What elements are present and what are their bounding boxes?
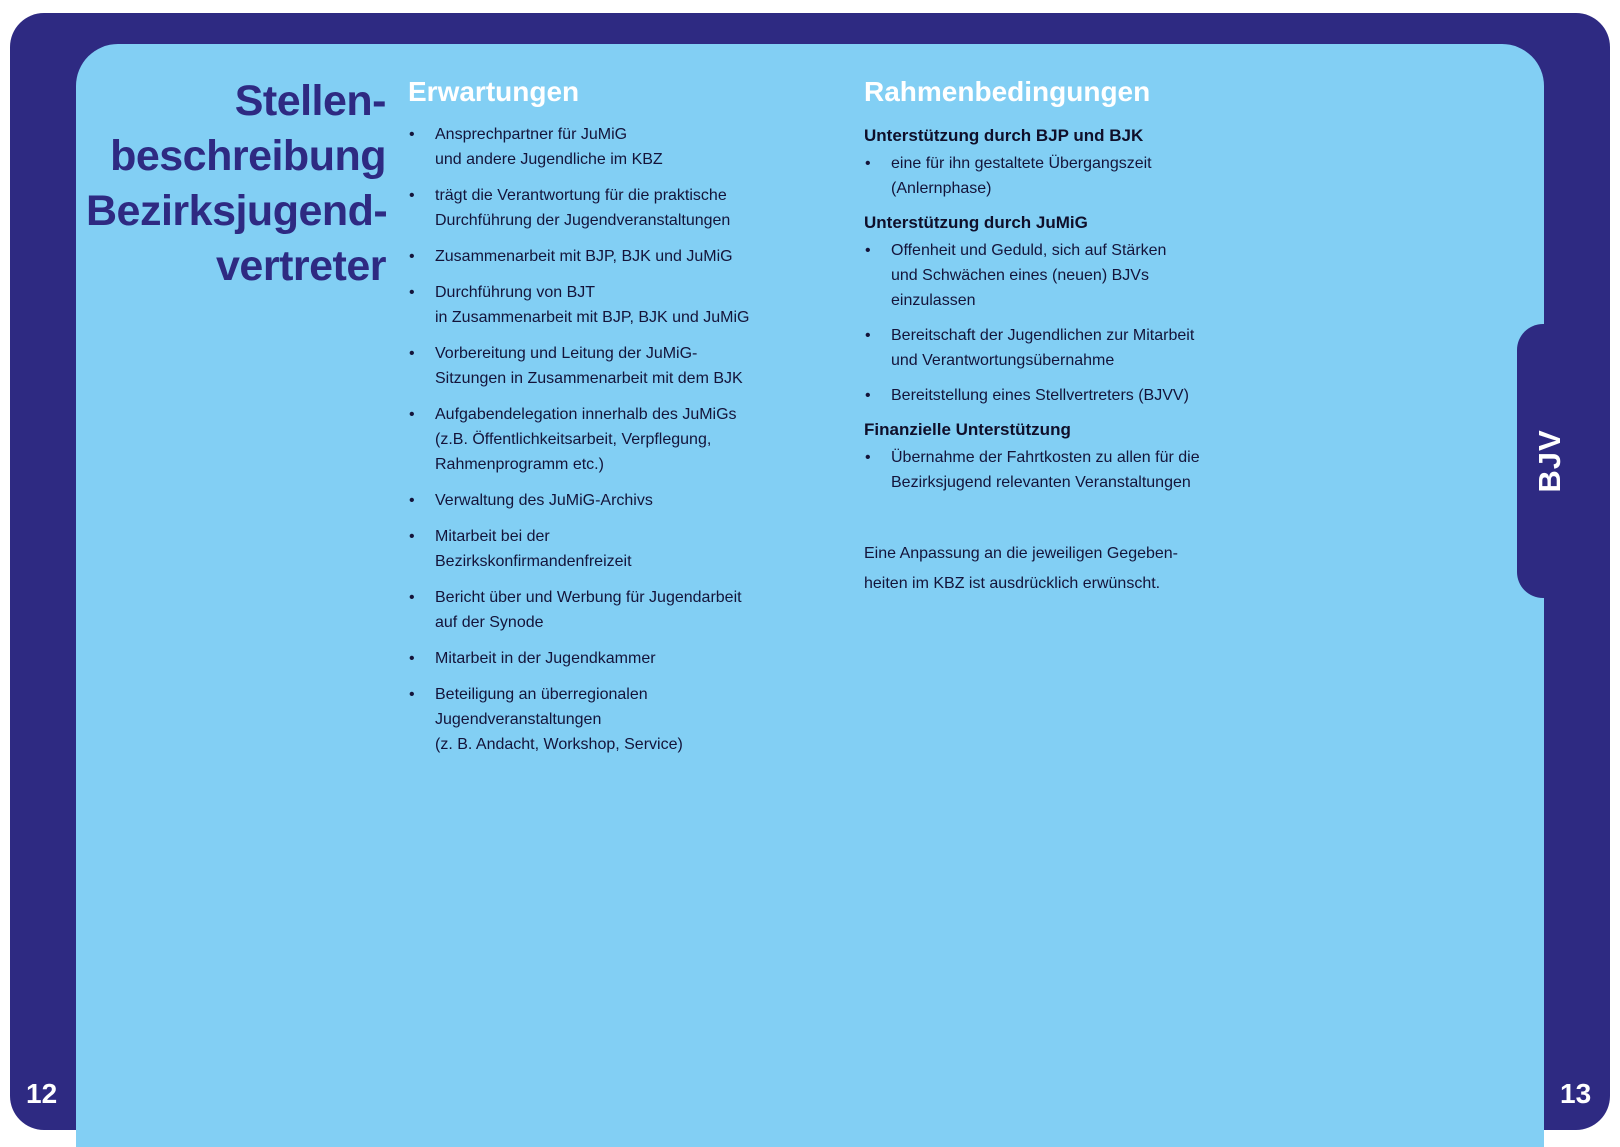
list-item-line: • Bereitstellung eines Stellvertreters (BJVV) xyxy=(891,387,1189,404)
list-item xyxy=(864,383,1244,408)
list-item-line: Jugendveranstaltungen xyxy=(435,711,602,728)
list-item-line: und Verantwortungsübernahme xyxy=(891,352,1115,369)
list-item-line: • Beteiligung an überregionalen xyxy=(435,686,648,703)
side-tab-label: BJV xyxy=(1532,429,1567,493)
list-item-line: und andere Jugendliche im KBZ xyxy=(435,151,663,168)
note-line: Eine Anpassung an die jeweiligen Gegeben- xyxy=(864,545,1179,562)
list-item xyxy=(864,323,1244,373)
adaptation-note xyxy=(864,539,1244,599)
list-item xyxy=(864,151,1244,201)
list-item-line: und Schwächen eines (neuen) BJVs xyxy=(891,267,1149,284)
page-number-left: 12 xyxy=(26,1078,58,1109)
list-item-line: • Übernahme der Fahrtkosten zu allen für die xyxy=(891,449,1200,466)
list-item xyxy=(408,280,778,330)
title-line: vertreter xyxy=(216,242,386,290)
list-item-line: • Verwaltung des JuMiG-Archivs xyxy=(435,492,653,509)
list-item-line: (z.B. Öffentlichkeitsarbeit, Verpflegung, xyxy=(435,431,712,448)
list-item-line: • trägt die Verantwortung für die praktische xyxy=(435,187,727,204)
framework-list xyxy=(864,151,1244,201)
list-item-line: • Mitarbeit in der Jugendkammer xyxy=(435,650,656,667)
list-item-line: in Zusammenarbeit mit BJP, BJK und JuMiG xyxy=(435,309,750,326)
list-item-line: • Mitarbeit bei der xyxy=(435,528,550,545)
note-line: heiten im KBZ ist ausdrücklich erwünscht. xyxy=(864,575,1161,592)
list-item xyxy=(408,682,778,757)
list-item xyxy=(408,402,778,477)
framework-group xyxy=(864,124,1244,201)
framework-group xyxy=(864,418,1244,495)
list-item-line: Bezirkskonfirmandenfreizeit xyxy=(435,553,632,570)
page-title xyxy=(86,74,386,294)
expectations-section xyxy=(408,74,778,768)
list-item xyxy=(408,646,778,671)
list-item-line: auf der Synode xyxy=(435,614,544,631)
list-item-line: • Bereitschaft der Jugendlichen zur Mitarbeit xyxy=(891,327,1195,344)
expectations-list xyxy=(408,122,778,757)
list-item-line: einzulassen xyxy=(891,292,976,309)
list-item xyxy=(408,122,778,172)
list-item xyxy=(864,238,1244,313)
framework-subheading: Unterstützung durch JuMiG xyxy=(864,213,1088,232)
list-item xyxy=(408,585,778,635)
framework-heading: Rahmenbedingungen xyxy=(864,76,1151,107)
framework-subheading: Finanzielle Unterstützung xyxy=(864,420,1071,439)
title-line: beschreibung xyxy=(110,132,386,180)
list-item xyxy=(864,445,1244,495)
framework-section xyxy=(864,74,1244,599)
list-item-line: • Vorbereitung und Leitung der JuMiG- xyxy=(435,345,698,362)
list-item-line: • Aufgabendelegation innerhalb des JuMiGs xyxy=(435,406,737,423)
title-line: Stellen- xyxy=(234,77,386,125)
framework-subheading: Unterstützung durch BJP und BJK xyxy=(864,126,1144,145)
expectations-heading: Erwartungen xyxy=(408,76,580,107)
list-item xyxy=(408,488,778,513)
framework-group xyxy=(864,211,1244,408)
list-item-line: Bezirksjugend relevanten Veranstaltungen xyxy=(891,474,1191,491)
framework-groups xyxy=(864,124,1244,495)
page-number-right: 13 xyxy=(1560,1078,1592,1109)
list-item-line: • Zusammenarbeit mit BJP, BJK und JuMiG xyxy=(435,248,733,265)
list-item xyxy=(408,183,778,233)
framework-list xyxy=(864,445,1244,495)
list-item xyxy=(408,244,778,269)
list-item-line: Durchführung der Jugendveranstaltungen xyxy=(435,212,731,229)
list-item-line: • eine für ihn gestaltete Übergangszeit xyxy=(891,155,1152,172)
list-item xyxy=(408,341,778,391)
list-item-line: (Anlernphase) xyxy=(891,180,992,197)
list-item-line: Rahmenprogramm etc.) xyxy=(435,456,604,473)
list-item-line: • Durchführung von BJT xyxy=(435,284,596,301)
list-item-line: • Offenheit und Geduld, sich auf Stärken xyxy=(891,242,1167,259)
list-item xyxy=(408,524,778,574)
framework-list xyxy=(864,238,1244,408)
list-item-line: • Ansprechpartner für JuMiG xyxy=(435,126,628,143)
list-item-line: (z. B. Andacht, Workshop, Service) xyxy=(435,736,683,753)
title-line: Bezirksjugend- xyxy=(86,187,388,235)
list-item-line: Sitzungen in Zusammenarbeit mit dem BJK xyxy=(435,370,743,387)
list-item-line: • Bericht über und Werbung für Jugendarbeit xyxy=(435,589,742,606)
